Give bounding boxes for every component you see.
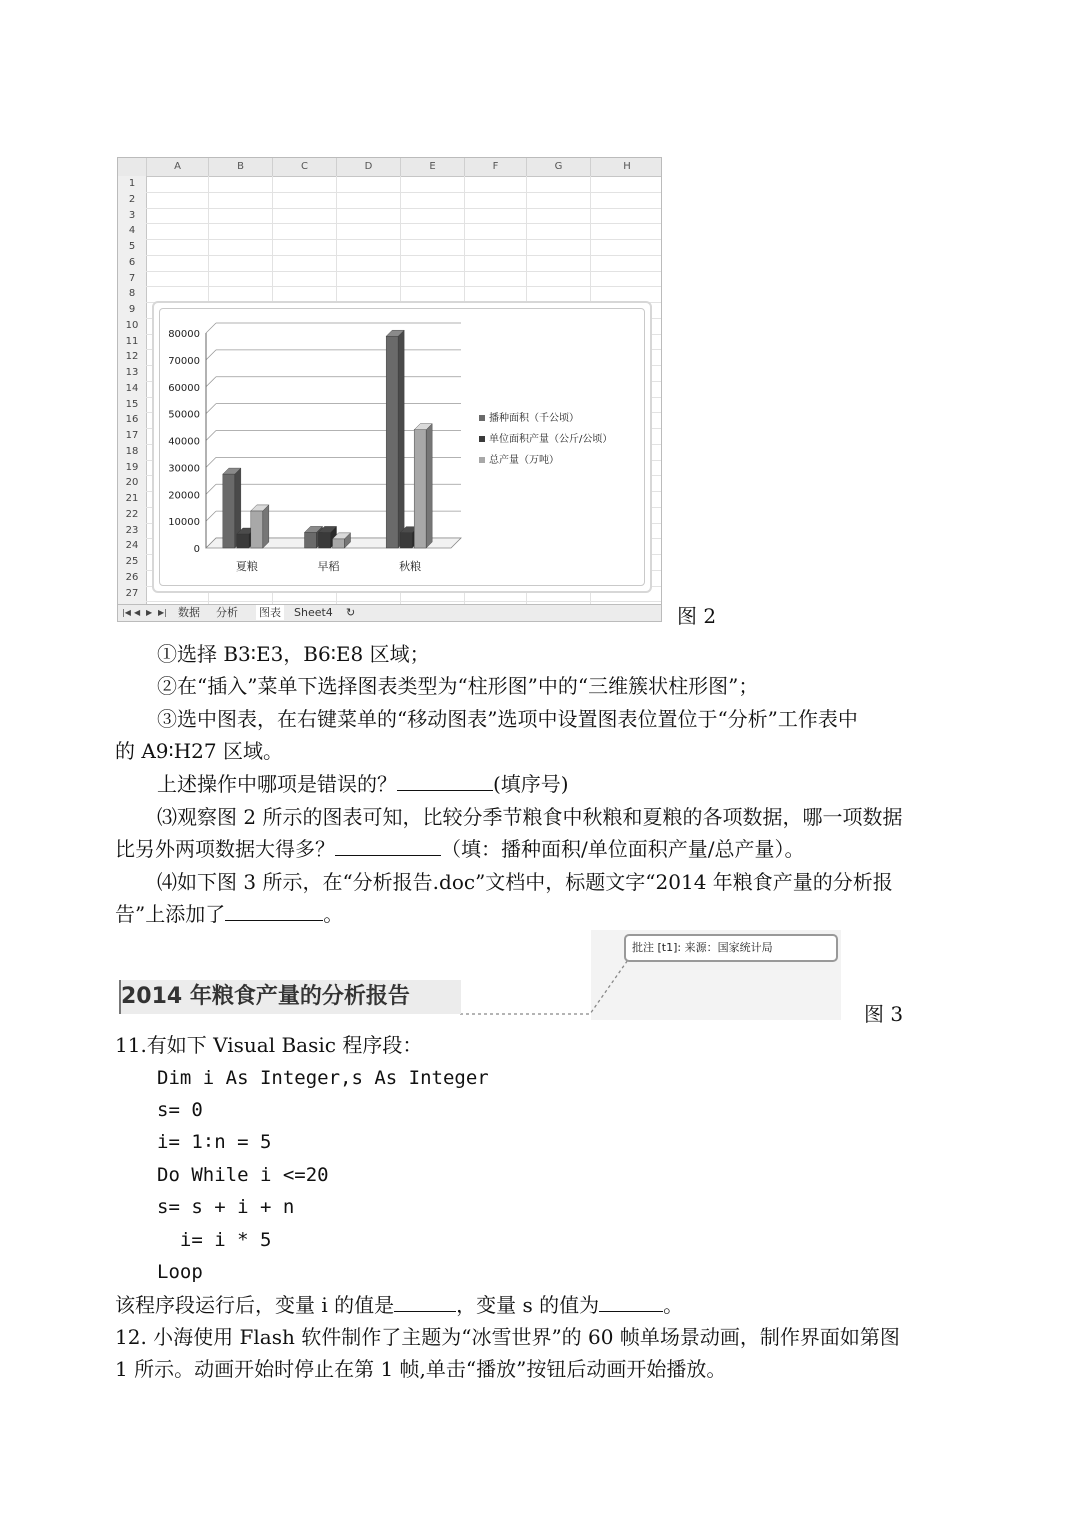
bar-front: [305, 532, 317, 548]
legend-swatch: [479, 415, 485, 421]
column-header-f[interactable]: F: [464, 158, 526, 176]
question-12-line-2: 1 所示。动画开始时停止在第 1 帧,单击“播放”按钮后动画开始播放。: [115, 1357, 727, 1381]
question-3-line-1: ⑶观察图 2 所示的图表可知，比较分季节粮食中秋粮和夏粮的各项数据，哪一项数据: [157, 805, 903, 829]
y-tick-label: 40000: [168, 436, 200, 448]
sheet-tab-bar: [118, 604, 662, 621]
row-header-16[interactable]: 16: [125, 414, 139, 426]
column-header-b[interactable]: B: [208, 158, 272, 176]
code-line-6: i= i * 5: [157, 1229, 272, 1251]
row-header-26[interactable]: 26: [125, 571, 139, 583]
bar-side: [426, 424, 432, 548]
figure-2-label: 图 2: [677, 604, 717, 628]
sheet-tab[interactable]: Sheet4: [294, 606, 333, 619]
row-gridline: [146, 601, 661, 602]
question-12-line-1: 12. 小海使用 Flash 软件制作了主题为“冰雪世界”的 60 帧单场景动画，制作界面如第图: [115, 1325, 900, 1349]
row-header-24[interactable]: 24: [125, 540, 139, 552]
category-label: 秋粮: [399, 560, 422, 573]
row-header-12[interactable]: 12: [125, 351, 139, 363]
row-header-17[interactable]: 17: [125, 430, 139, 441]
bar-front: [319, 532, 331, 548]
question-error-hint: (填序号): [493, 772, 569, 796]
question-error: [157, 768, 569, 800]
gridline-depth: [206, 511, 216, 521]
gridline-depth: [206, 484, 216, 494]
row-gridline: [146, 239, 661, 240]
gridline-depth: [206, 404, 216, 414]
answer-blank-i[interactable]: [394, 1289, 456, 1312]
row-header-22[interactable]: 22: [125, 508, 139, 520]
row-header-14[interactable]: 14: [125, 382, 139, 394]
code-line-7: Loop: [157, 1261, 203, 1283]
column-header-h[interactable]: H: [590, 158, 662, 176]
step-3-cont: 的 A9∶H27 区域。: [115, 739, 283, 763]
legend-entry: 播种面积（千公顷）: [489, 413, 579, 424]
sheet-tab[interactable]: 分析: [216, 606, 238, 619]
question-3-line-2: [115, 833, 804, 865]
code-line-2: s= 0: [157, 1099, 203, 1121]
row-gridline: [146, 223, 661, 224]
code-line-5: s= s + i + n: [157, 1196, 295, 1218]
bar-front: [333, 539, 345, 548]
bar-side: [398, 330, 404, 548]
question-3-text: 比另外两项数据大得多？: [115, 837, 335, 861]
row-gridline: [146, 271, 661, 272]
row-header-21[interactable]: 21: [125, 493, 139, 504]
legend-entry: 总产量（万吨）: [489, 455, 559, 466]
question-11-result: [115, 1289, 683, 1321]
report-title: 2014 年粮食产量的分析报告: [119, 980, 461, 1014]
category-label: 早稻: [317, 560, 340, 573]
row-header-4[interactable]: 4: [128, 225, 136, 237]
row-gridline: [146, 208, 661, 209]
bar-front: [386, 336, 398, 548]
row-gridline: [146, 255, 661, 256]
row-header-13[interactable]: 13: [125, 367, 139, 378]
column-header-bar: [118, 158, 662, 177]
question-11-header: 11.有如下 Visual Basic 程序段：: [115, 1033, 423, 1057]
column-header-d[interactable]: D: [336, 158, 400, 176]
insert-sheet-icon[interactable]: ↻: [346, 606, 356, 619]
spreadsheet-screenshot: [117, 157, 662, 622]
y-tick-label: 50000: [168, 409, 200, 421]
column-header-g[interactable]: G: [526, 158, 590, 176]
category-label: 夏粮: [235, 560, 258, 573]
legend-entry: 单位面积产量（公斤/公顷）: [489, 434, 613, 445]
row-gridline: [146, 286, 661, 287]
bar-front: [237, 534, 249, 548]
step-2: ②在“插入”菜单下选择图表类型为“柱形图”中的“三维簇状柱形图”；: [157, 674, 759, 698]
first-sheet-icon[interactable]: |◀: [122, 608, 131, 617]
column-header-a[interactable]: A: [146, 158, 208, 176]
y-tick-label: 70000: [168, 355, 200, 367]
row-header-bar: [118, 176, 147, 605]
question-error-text: 上述操作中哪项是错误的？: [157, 772, 397, 796]
question-4-end: 。: [323, 902, 344, 926]
row-header-9[interactable]: 9: [128, 304, 136, 315]
bar-front: [400, 533, 412, 548]
question-4-line-1: ⑷如下图 3 所示，在“分析报告.doc”文档中，标题文字“2014 年粮食产量的分析报: [157, 870, 893, 894]
row-header-23[interactable]: 23: [125, 524, 139, 536]
sheet-tab[interactable]: 图表: [256, 605, 284, 620]
gridline-depth: [206, 350, 216, 360]
y-tick-label: 10000: [168, 517, 200, 529]
bar-front: [414, 430, 426, 548]
row-header-11[interactable]: 11: [125, 335, 139, 347]
row-header-20[interactable]: 20: [125, 477, 139, 489]
legend-swatch: [479, 436, 485, 442]
prev-sheet-icon[interactable]: ◀: [134, 608, 141, 617]
row-header-3[interactable]: 3: [128, 209, 136, 221]
question-3-hint: （填：播种面积/单位面积产量/总产量）。: [441, 837, 805, 861]
column-header-e[interactable]: E: [400, 158, 464, 176]
row-header-15[interactable]: 15: [125, 398, 139, 410]
question-4-text: 告”上添加了: [115, 902, 226, 926]
answer-blank-s[interactable]: [599, 1289, 663, 1312]
row-header-27[interactable]: 27: [125, 587, 139, 599]
row-header-25[interactable]: 25: [125, 556, 139, 567]
result-text-a: 该程序段运行后，变量 i 的值是: [115, 1293, 395, 1317]
row-header-2[interactable]: 2: [128, 193, 136, 205]
step-1: ①选择 B3∶E3，B6∶E8 区域；: [157, 642, 430, 666]
row-header-5[interactable]: 5: [128, 241, 136, 252]
code-line-3: i= 1∶n = 5: [157, 1131, 272, 1153]
bar-front: [251, 511, 263, 548]
answer-blank-q4[interactable]: [225, 898, 323, 921]
row-header-6[interactable]: 6: [128, 256, 136, 268]
gridline-depth: [206, 457, 216, 467]
row-gridline: [146, 192, 661, 193]
code-line-4: Do While i <=20: [157, 1164, 329, 1186]
comment-box: 批注 [t1]: 来源：国家统计局: [624, 934, 838, 962]
chart-frame: [152, 301, 652, 593]
y-tick-label: 60000: [168, 382, 200, 394]
bar-front: [223, 474, 235, 548]
row-header-8[interactable]: 8: [128, 288, 136, 300]
bar-side: [263, 505, 269, 548]
y-tick-label: 0: [193, 544, 200, 555]
result-text-c: 。: [663, 1293, 684, 1317]
gridline-depth: [206, 377, 216, 387]
gridline-depth: [206, 431, 216, 441]
next-sheet-icon[interactable]: ▶: [146, 608, 153, 617]
row-header-7[interactable]: 7: [128, 272, 136, 284]
y-tick-label: 30000: [168, 463, 200, 475]
last-sheet-icon[interactable]: ▶|: [158, 608, 167, 617]
y-tick-label: 20000: [168, 490, 200, 502]
column-chart: [154, 303, 650, 591]
row-header-10[interactable]: 10: [125, 319, 139, 331]
question-4-line-2: [115, 898, 343, 930]
code-line-1: Dim i As Integer,s As Integer: [157, 1067, 489, 1089]
row-header-18[interactable]: 18: [125, 445, 139, 457]
y-tick-label: 80000: [168, 329, 200, 340]
row-header-1[interactable]: 1: [128, 178, 136, 189]
answer-blank-error[interactable]: [397, 768, 493, 791]
figure-3-label: 图 3: [864, 1002, 904, 1026]
legend-swatch: [479, 457, 485, 463]
row-header-19[interactable]: 19: [125, 461, 139, 473]
step-3: ③选中图表，在右键菜单的“移动图表”选项中设置图表位置位于“分析”工作表中: [157, 707, 858, 731]
answer-blank-q3[interactable]: [335, 833, 441, 856]
gridline-depth: [206, 323, 216, 333]
result-text-b: ，变量 s 的值为: [456, 1293, 600, 1317]
column-header-c[interactable]: C: [272, 158, 336, 176]
sheet-tab[interactable]: 数据: [178, 606, 200, 619]
